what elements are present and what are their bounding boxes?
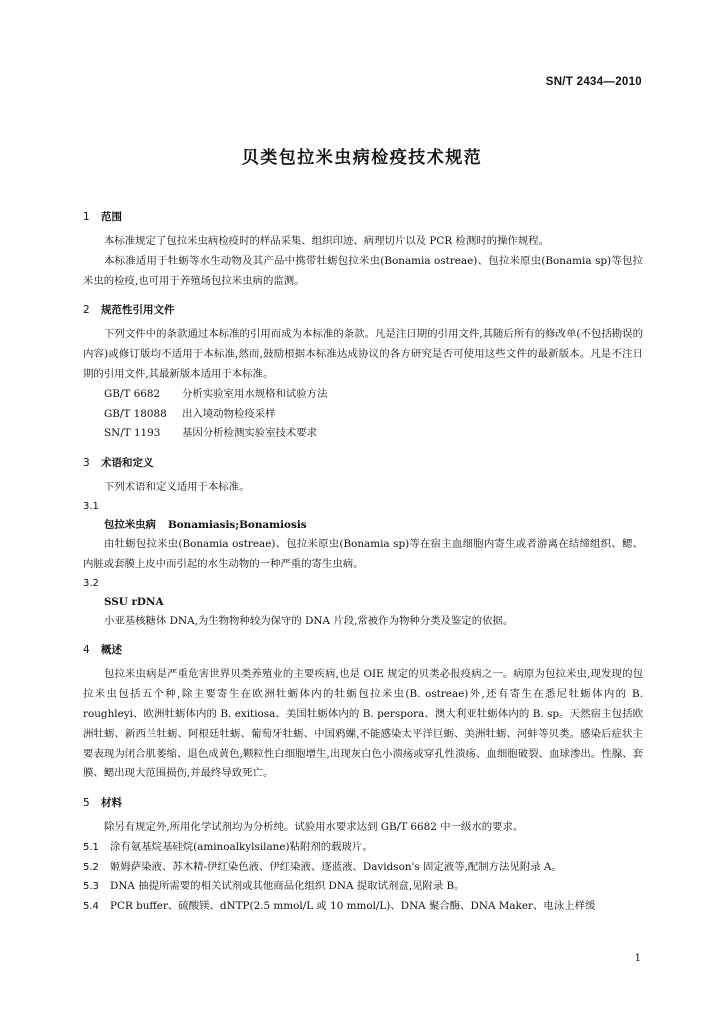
reference-item: GB/T 6682 分析实验室用水规格和试验方法 [104,387,328,400]
section-3-heading: 3 术语和定义 [83,457,154,470]
term-3-2-title: SSU rDNA [104,595,164,608]
section-1-heading: 1 范围 [83,211,122,223]
section-5-heading: 5 材料 [83,797,122,810]
section-1-paragraph-2: 本标准适用于牡蛎等水生动物及其产品中携带牡蛎包拉米虫(Bonamia ostreae)、包拉米原虫(Bonamia sp)等包拉米虫的检疫,也可用于养殖场包拉米虫病的监测。 [83,254,643,287]
reference-item: SN/T 1193 基因分析检测实验室技术要求 [104,427,318,440]
term-3-2-number: 3.2 [83,577,99,589]
section-5-paragraph-1: 除另有规定外,所用化学试剂均为分析纯。试验用水要求达到 GB/T 6682 中一级水的要求。 [104,821,524,834]
material-item: 5.1 涂有氨基烷基硅烷(aminoalkylsilane)粘附剂的载玻片。 [83,840,373,853]
term-3-1-title: 包拉米虫病 Bonamiasis;Bonamiosis [104,518,307,531]
document-body [83,198,643,916]
term-3-1-definition: 由牡蛎包拉米虫(Bonamia ostreae)、包拉米原虫(Bonamia sp)等在宿主血细胞内寄生或者游离在结缔组织、鳃、内脏或套膜上皮中而引起的水生动物的一种严重的寄生虫病。 [83,537,643,570]
section-4-heading: 4 概述 [83,644,122,657]
reference-item: GB/T 18088 出入境动物检疫采样 [104,407,276,420]
term-3-1-number: 3.1 [83,500,99,512]
document-title: 贝类包拉米虫病检疫技术规范 [241,148,483,168]
material-item: 5.3 DNA 抽提所需要的相关试剂或其他商品化组织 DNA 提取试剂盒,见附录 B。 [83,880,465,893]
term-3-2-definition: 小亚基核糖体 DNA,为生物物种较为保守的 DNA 片段,常被作为物种分类及鉴定的依据。 [104,614,514,627]
standard-code: SN/T 2434—2010 [545,76,642,88]
section-1-paragraph-1: 本标准规定了包拉米虫病检疫时的样品采集、组织印迹、病理切片以及 PCR 检测时的操作规程。 [104,235,549,247]
material-item: 5.4 PCR buffer、硫酸镁、dNTP(2.5 mmol/L 或 10 mmol/L)、DNA 聚合酶、DNA Maker、电泳上样缓 [83,899,596,912]
section-4-paragraph-1: 包拉米虫病是严重危害世界贝类养殖业的主要疾病,也是 OIE 规定的贝类必报疫病之一。病原为包拉米虫,现发现的包拉米虫包括五个种,除主要寄生在欧洲牡蛎体内的牡蛎包拉米虫(B. ostreae)外,还有寄生在悉尼牡蛎体内的 B. roughleyi、欧洲牡蛎体内的 B. exitiosa、美国牡蛎体内的 B. perspora、澳大利亚牡蛎体内的 B. sp。天然宿主包括欧洲牡蛎、新西兰牡蛎、阿根廷牡蛎、葡萄牙牡蛎、中国鸦螺,不能感染太平洋巨蛎、美洲牡蛎、河蚌等贝类。感染后症状主要表现为闭合肌萎缩、退色成黄色,颗粒性白细胞增生,出现灰白色小溃疡或穿孔性溃疡、血细胞破裂、血球渗出。性腺、套膜、鳃出现大范围损伤,并最终导致死亡。 [83,668,643,780]
section-2-heading: 2 规范性引用文件 [83,304,175,317]
section-2-paragraph-1: 下列文件中的条款通过本标准的引用而成为本标准的条款。凡是注日期的引用文件,其随后所有的修改单(不包括勘误的内容)或修订版均不适用于本标准,然而,鼓励根据本标准达成协议的各方研究是否可使用这些文件的最新版本。凡是不注日期的引用文件,其最新版本适用于本标准。 [83,328,643,380]
page-number: 1 [634,953,641,964]
material-item: 5.2 姬姆萨染液、苏木精-伊红染色液、伊红染液、逐蓝液、Davidson's 固定液等,配制方法见附录 A。 [83,860,562,873]
section-3-paragraph-1: 下列术语和定义适用于本标准。 [104,481,250,494]
